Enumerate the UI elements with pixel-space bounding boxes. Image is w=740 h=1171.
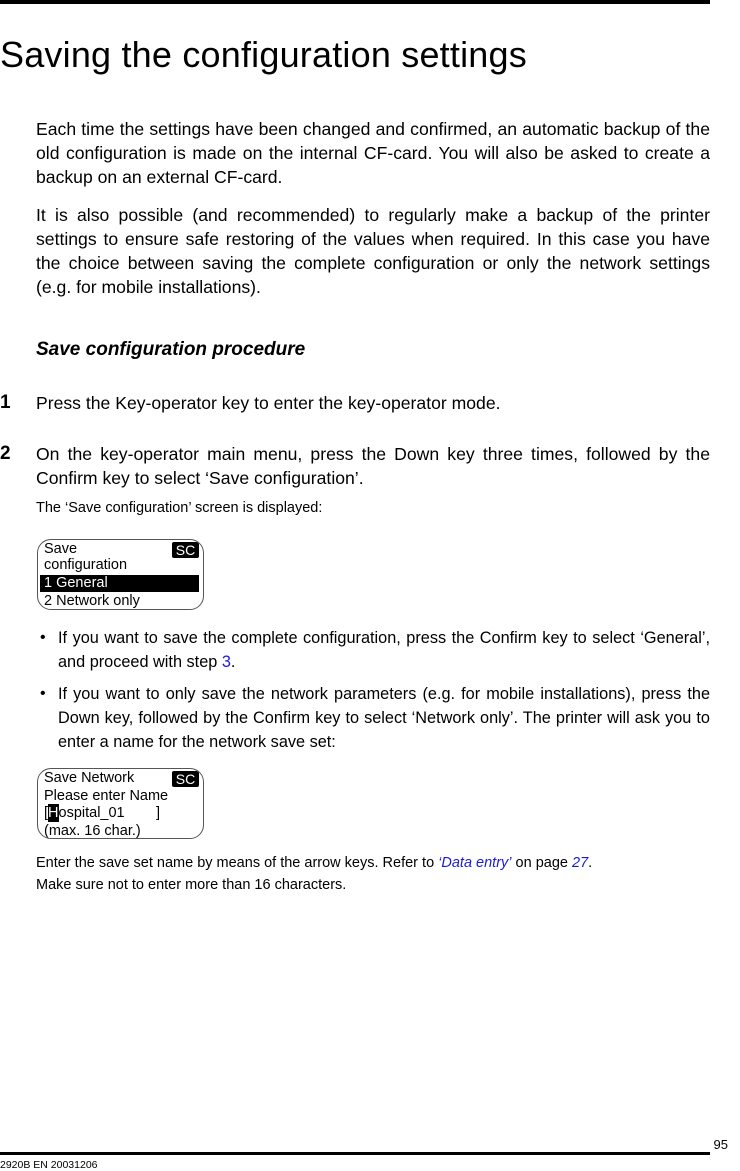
step-1-text: Press the Key-operator key to enter the key-operator mode. <box>36 393 501 413</box>
document-code: 2920B EN 20031206 <box>0 1159 98 1171</box>
step-1-number: 1 <box>0 392 11 413</box>
menu-item-network-only: 2 Network only <box>44 593 140 609</box>
procedure-heading: Save configuration procedure <box>36 339 306 360</box>
screen-2-prompt: Please enter Name <box>44 788 169 804</box>
field-value: ospital_01 <box>58 805 125 821</box>
entry-note-line-2: Make sure not to enter more than 16 characters. <box>36 877 347 893</box>
entry-note-pre: Enter the save set name by means of the arrow keys. Refer to <box>36 855 439 871</box>
menu-item-general <box>40 575 199 592</box>
intro-paragraph-2: It is also possible (and recommended) to regularly make a backup of the printer settings to ensure safe restoring of the values when required. In this case you have the choice between saving the complete configuration or only the network settings (e.g. for mobile installations). <box>36 205 710 297</box>
sc-badge: SC <box>172 542 199 558</box>
bottom-rule <box>0 1152 710 1155</box>
screen-2-limit: (max. 16 char.) <box>44 823 141 839</box>
screen-2-title: Save Network <box>44 770 135 786</box>
sc-badge: SC <box>172 771 199 787</box>
step-2-note: The ‘Save configuration’ screen is displayed: <box>36 500 323 516</box>
page-title: Saving the configuration settings <box>0 34 527 75</box>
page-number: 95 <box>713 1137 728 1152</box>
field-close-bracket: ] <box>156 805 161 821</box>
menu-item-general-label: 1 General <box>44 575 108 591</box>
intro-paragraph-1: Each time the settings have been changed and confirmed, an automatic backup of the old configuration is made on the internal CF-card. You will also be asked to create a backup on an external CF-card. <box>36 119 710 187</box>
step-3-link[interactable]: 3 <box>221 653 231 671</box>
screen-title-line-2: configuration <box>44 557 128 573</box>
entry-note <box>36 853 712 873</box>
step-2-number: 2 <box>0 443 11 464</box>
bullet-1-body: If you want to save the complete configuration, press the Confirm key to select ‘General’, and proceed with step <box>58 629 710 671</box>
save-configuration-screen <box>37 539 204 610</box>
data-entry-link[interactable]: ‘Data entry’ <box>438 855 512 871</box>
page-27-link[interactable]: 27 <box>572 855 589 871</box>
screen-title-line-1: Save <box>44 541 78 557</box>
entry-note-post: . <box>588 855 593 871</box>
save-network-screen <box>37 768 204 839</box>
bullet-1-dot: • <box>40 629 46 646</box>
top-rule <box>0 0 710 4</box>
entry-note-mid: on page <box>511 855 572 871</box>
bullet-2-dot: • <box>40 685 46 702</box>
bullet-2-text: If you want to only save the network parameters (e.g. for mobile installations), press the Down key, followed by the Confirm key to select ‘Network only’. The printer will ask you to enter a name for the network save set: <box>58 685 710 751</box>
bullet-1-end: . <box>230 653 236 671</box>
bullet-1-text <box>58 626 710 674</box>
name-entry-field <box>44 804 125 822</box>
text-cursor: H <box>48 805 59 821</box>
field-open-bracket: [ <box>44 805 49 821</box>
step-2-text: On the key-operator main menu, press the Down key three times, followed by the Confirm key to select ‘Save configuration’. <box>36 444 710 488</box>
